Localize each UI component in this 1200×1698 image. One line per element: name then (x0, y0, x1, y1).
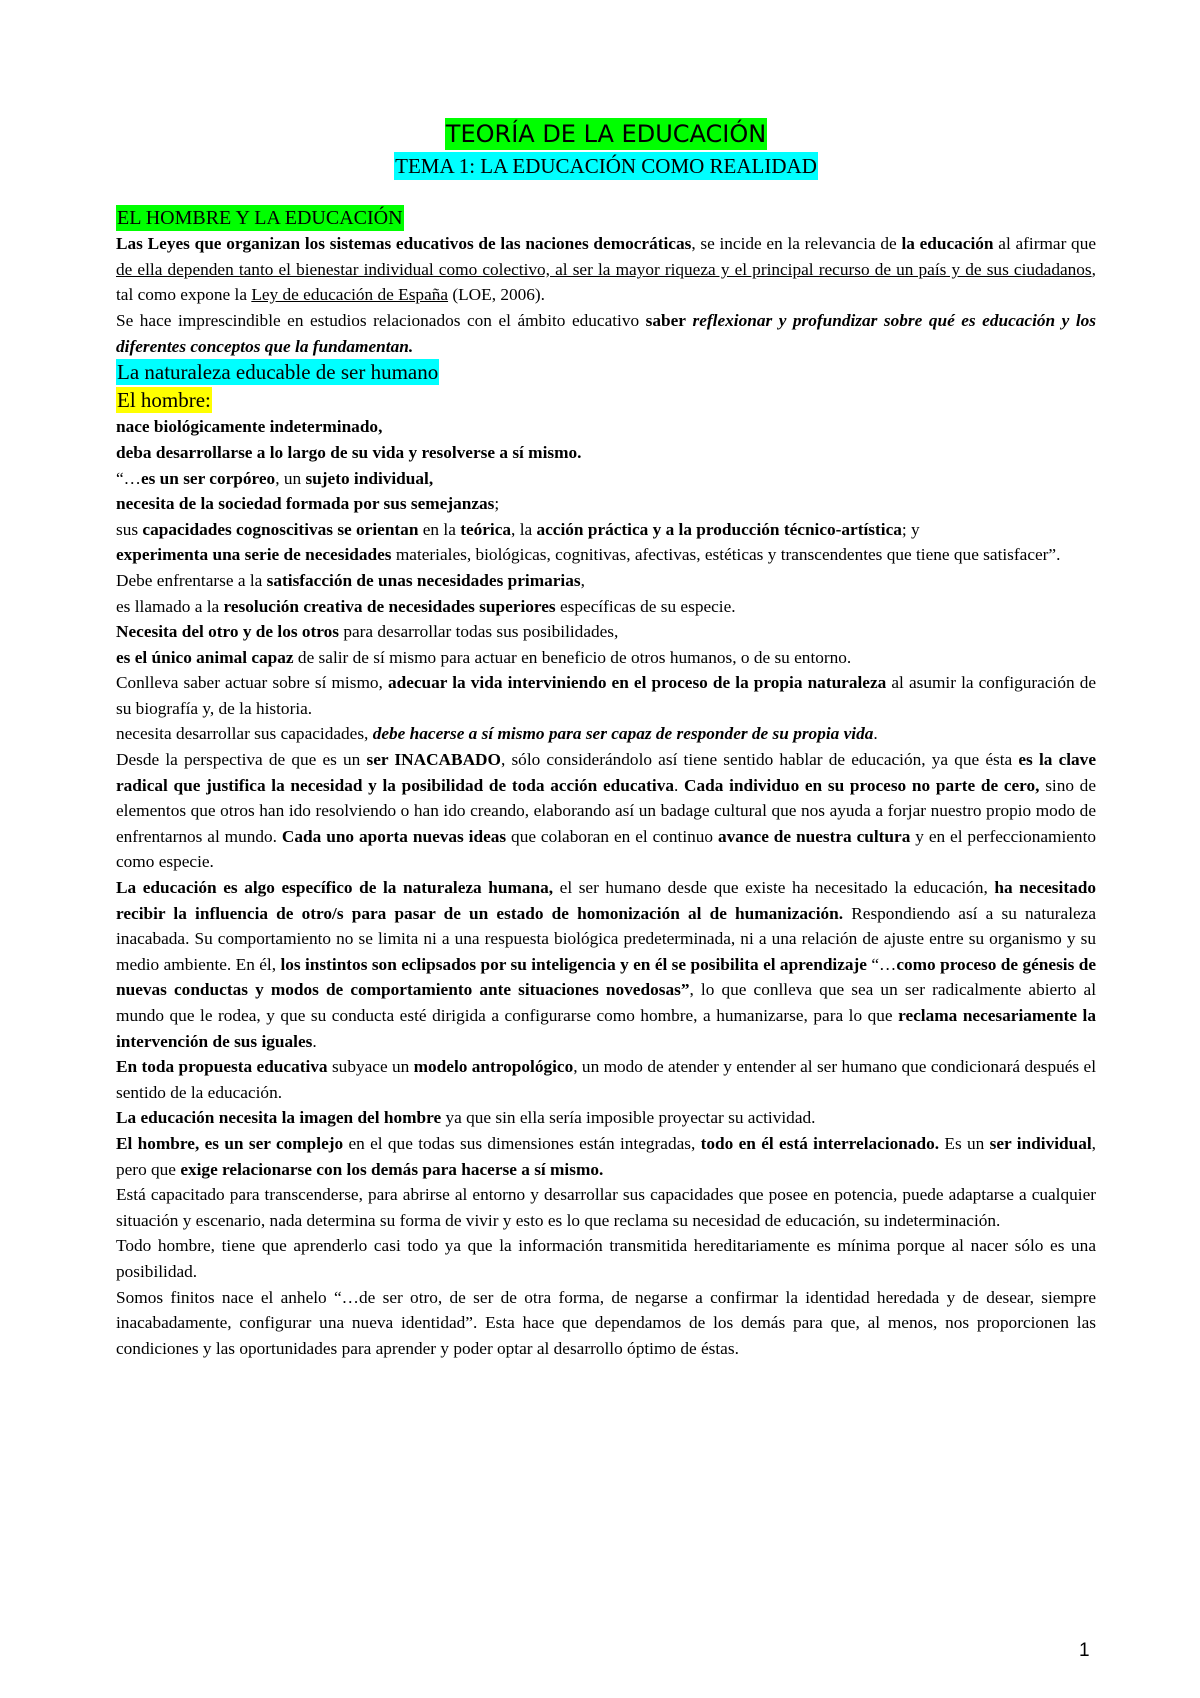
line-resolucion: es llamado a la resolución creativa de necesidades superiores específicas de su especie. (116, 596, 736, 616)
line-desarrollar: necesita desarrollar sus capacidades, debe hacerse a sí mismo para ser capaz de responder de su propia vida. (116, 724, 878, 744)
paragraph-leyes: Las Leyes que organizan los sistemas educativos de las naciones democráticas, se incide en la relevancia de la educación al afirmar que de ella dependen tanto el bienestar individual como colectivo, al ser la mayor riqueza y el principal recurso de un país y de sus ciudadanos, tal como expone la Ley de educación de España (LOE, 2006). (116, 234, 1097, 305)
paragraph-ser-complejo: El hombre, es un ser complejo en el que todas sus dimensiones están integradas, todo en él está interrelacionado. Es un ser individual, pero que exige relacionarse con los demás para hacerse a sí mismo. (116, 1133, 1096, 1179)
paragraph-propuesta-educativa: En toda propuesta educativa subyace un modelo antropológico, un modo de atender y entender al ser humano que condicionará después el sentido de la educación. (116, 1057, 1097, 1102)
line-otro: Necesita del otro y de los otros para desarrollar todas sus posibilidades, (116, 622, 619, 642)
paragraph-imprescindible: Se hace imprescindible en estudios relacionados con el ámbito educativo saber reflexionar y profundizar sobre qué es educación y los diferentes conceptos que la fundamentan. (116, 310, 1096, 356)
line-necesidades: experimenta una serie de necesidades materiales, biológicas, cognitivas, afectivas, estéticas y transcendentes que tiene que satisfacer”. (116, 545, 1061, 565)
document-subtitle: TEMA 1: LA EDUCACIÓN COMO REALIDAD (395, 154, 817, 178)
paragraph-naturaleza-humana: La educación es algo específico de la naturaleza humana, el ser humano desde que existe ha necesitado la educación, ha necesitado recibir la influencia de otro/s para pasar de un estado de homonización al de humanización. Respondiendo así a su naturaleza inacabada. Su comportamiento no se limita ni a una respuesta biológica predeterminada, ni a una relación de ajuste entre su organismo y su medio ambiente. En él, los instintos son eclipsados por su inteligencia y en él se posibilita el aprendizaje “…como proceso de génesis de nuevas conductas y modos de comportamiento ante situaciones novedosas”, lo que conlleva que sea un ser radicalmente abierto al mundo que le rodea, y que su conducta esté dirigida a configurarse como hombre, a humanizarse, para lo que reclama necesariamente la intervención de sus iguales. (116, 878, 1097, 1051)
paragraph-aprenderlo: Todo hombre, tiene que aprenderlo casi todo ya que la información transmitida hereditariamente es mínima porque al nacer sólo es una posibilidad. (116, 1236, 1096, 1281)
page-number: 1 (1079, 1640, 1090, 1661)
line-satisfaccion: Debe enfrentarse a la satisfacción de unas necesidades primarias, (116, 570, 585, 590)
paragraph-inacabado: Desde la perspectiva de que es un ser INACABADO, sólo considerándolo así tiene sentido hablar de educación, ya que ésta es la clave radical que justifica la necesidad y la posibilidad de toda acción educativa. Cada individuo en su proceso no parte de cero, sino de elementos que otros han ido resolviendo o han ido creando, elaborando así un badage cultural que nos ayuda a forjar nuestro propio modo de enfrentarnos al mundo. Cada uno aporta nuevas ideas que colaboran en el continuo avance de nuestra cultura y en el perfeccionamiento como especie. (116, 750, 1097, 872)
section-heading-hombre-educacion: EL HOMBRE Y LA EDUCACIÓN (117, 206, 403, 229)
line-nace: nace biológicamente indeterminado, (116, 417, 383, 437)
document-title: TEORÍA DE LA EDUCACIÓN (445, 120, 767, 148)
document-body (116, 118, 1096, 1361)
paragraph-imagen-hombre: La educación necesita la imagen del hombre ya que sin ella sería imposible proyectar su actividad. (116, 1108, 816, 1128)
section-heading-el-hombre: El hombre: (117, 387, 211, 412)
line-conlleva: Conlleva saber actuar sobre sí mismo, adecuar la vida interviniendo en el proceso de la propia naturaleza al asumir la configuración de su biografía y, de la historia. (116, 673, 1096, 718)
line-corporeo: “…es un ser corpóreo, un sujeto individual, (116, 468, 434, 488)
line-deba: deba desarrollarse a lo largo de su vida y resolverse a sí mismo. (116, 442, 582, 462)
line-capacidades: sus capacidades cognoscitivas se orientan en la teórica, la acción práctica y a la producción técnico-artística; y (116, 519, 920, 539)
paragraph-transcenderse: Está capacitado para transcenderse, para abrirse al entorno y desarrollar sus capacidades que posee en potencia, puede adaptarse a cualquier situación y escenario, nada determina su forma de vivir y esto es lo que reclama su necesidad de educación, su indeterminación. (116, 1185, 1096, 1230)
line-unico-animal: es el único animal capaz de salir de sí mismo para actuar en beneficio de otros humanos, o de su entorno. (116, 647, 852, 667)
line-sociedad: necesita de la sociedad formada por sus semejanzas; (116, 494, 500, 514)
paragraph-finitos: Somos finitos nace el anhelo “…de ser otro, de ser de otra forma, de negarse a confirmar la identidad heredada y de desear, siempre inacabadamente, configurar una nueva identidad”. Esta hace que dependamos de los demás para que, al menos, nos proporcionen las condiciones y las oportunidades para aprender y poder optar al desarrollo óptimo de éstas. (116, 1287, 1096, 1358)
section-heading-naturaleza-educable: La naturaleza educable de ser humano (117, 360, 439, 385)
title-block (116, 118, 1096, 181)
